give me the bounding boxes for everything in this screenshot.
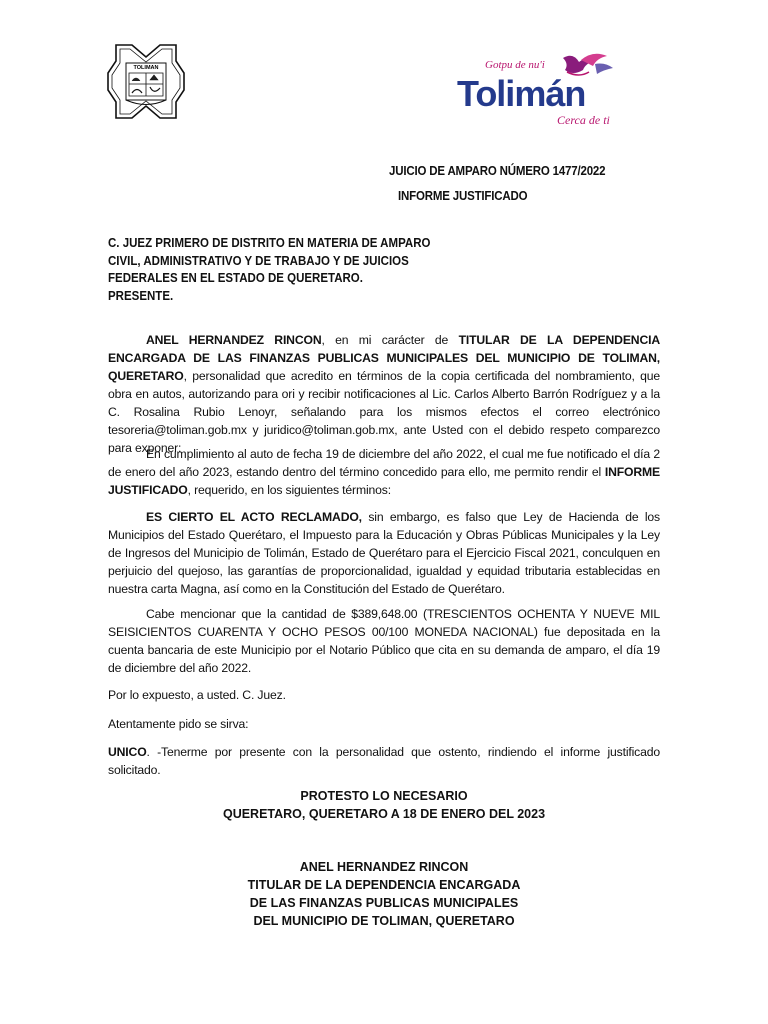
closing-block	[108, 787, 660, 823]
closing-line: PROTESTO LO NECESARIO	[300, 789, 468, 803]
addressee-line: FEDERALES EN EL ESTADO DE QUERETARO.	[108, 271, 363, 285]
addressee-line: PRESENTE.	[108, 288, 174, 303]
paragraph-text: , en mi carácter de	[321, 333, 459, 347]
addressee-block	[108, 235, 431, 305]
seal-text: TOLIMAN	[133, 65, 159, 71]
signature-line: ANEL HERNANDEZ RINCON	[299, 860, 469, 874]
logo-subtitle: Cerca de ti	[557, 113, 610, 127]
toliman-brand-logo	[455, 48, 625, 130]
addressee-line: C. JUEZ PRIMERO DE DISTRITO EN MATERIA DE AMPARO	[108, 236, 431, 250]
signature-line: TITULAR DE LA DEPENDENCIA ENCARGADA	[247, 878, 521, 892]
addressee-line: CIVIL, ADMINISTRATIVO Y DE TRABAJO Y DE JUICIOS	[108, 253, 409, 268]
logo-name: Tolimán	[457, 73, 586, 114]
closing-line: QUERETARO, QUERETARO A 18 DE ENERO DEL 2023	[222, 807, 546, 821]
case-number-heading: JUICIO DE AMPARO NÚMERO 1477/2022	[389, 164, 606, 178]
signature-line: DEL MUNICIPIO DE TOLIMAN, QUERETARO	[253, 914, 515, 928]
paragraph-request: Atentamente pido se sirva:	[108, 717, 249, 731]
municipal-seal-logo	[106, 43, 186, 120]
paragraph-text: . -Tenerme por presente con la personalidad que ostento, rindiendo el informe justificado solicitado.	[108, 745, 660, 777]
unico-emphasis: UNICO	[108, 745, 147, 759]
paragraph-compliance	[108, 445, 660, 499]
logo-tagline: Gotpu de nu'i	[485, 59, 545, 71]
report-title-heading: INFORME JUSTIFICADO	[398, 189, 528, 203]
paragraph-text: , personalidad que acredito en términos de la copia certificada del nombramiento, que obra en autos, autorizando para ori y recibir notificaciones al Lic. Carlos Alberto Barrón Rodríguez y a la C. Rosalina Rubio Lenoyr, señalando para los mismos efectos el correo electrónico tesoreria@toliman.gob.mx y juridico@toliman.gob.mx, ante Usted con el debido respeto comparezco para exponer:	[108, 369, 660, 455]
paragraph-introduction	[108, 331, 660, 457]
paragraph-text: sin embargo, es falso que Ley de Hacienda de los Municipios del Estado Querétaro, el Impuesto para la Educación y Obras Públicas Municipales y la Ley de Ingresos del Municipio de Tolimán, Estado de Querétaro para el Ejercicio Fiscal 2021, conculquen en perjuicio del quejoso, las garantías de proporcionalidad, igualdad y equidad tributaria establecidas en nuestra carta Magna, así como en la Constitución del Estado de Querétaro.	[108, 510, 660, 596]
signer-title: TITULAR DE LA DEPENDENCIA ENCARGADA DE LAS FINANZAS PUBLICAS MUNICIPALES DEL MUNICIPIO DE TOLIMAN, QUERETARO	[108, 333, 660, 383]
report-emphasis: INFORME JUSTIFICADO	[108, 465, 660, 497]
paragraph-text: En cumplimiento al auto de fecha 19 de diciembre del año 2022, el cual me fue notificado el día 2 de enero del año 2023, estando dentro del término concedido para ello, me permito rendir el	[108, 447, 660, 479]
paragraph-amount	[108, 605, 660, 677]
paragraph-act-claimed	[108, 508, 660, 598]
paragraph-text: , requerido, en los siguientes términos:	[187, 483, 391, 497]
paragraph-text: Cabe mencionar que la cantidad de $389,648.00 (TRESCIENTOS OCHENTA Y NUEVE MIL SEISICIENTOS CUARENTA Y OCHO PESOS 00/100 MONEDA NACIONAL) fue depositada en la cuenta bancaria de este Municipio por el Notario Público que cita en su demanda de amparo, el día 19 de diciembre del año 2022.	[108, 607, 660, 675]
signer-name: ANEL HERNANDEZ RINCON	[146, 333, 322, 347]
signature-line: DE LAS FINANZAS PUBLICAS MUNICIPALES	[249, 896, 519, 910]
paragraph-exposed: Por lo expuesto, a usted. C. Juez.	[108, 688, 286, 702]
paragraph-unico	[108, 743, 660, 779]
act-claimed-emphasis: ES CIERTO EL ACTO RECLAMADO,	[146, 510, 362, 524]
signature-block	[108, 858, 660, 930]
